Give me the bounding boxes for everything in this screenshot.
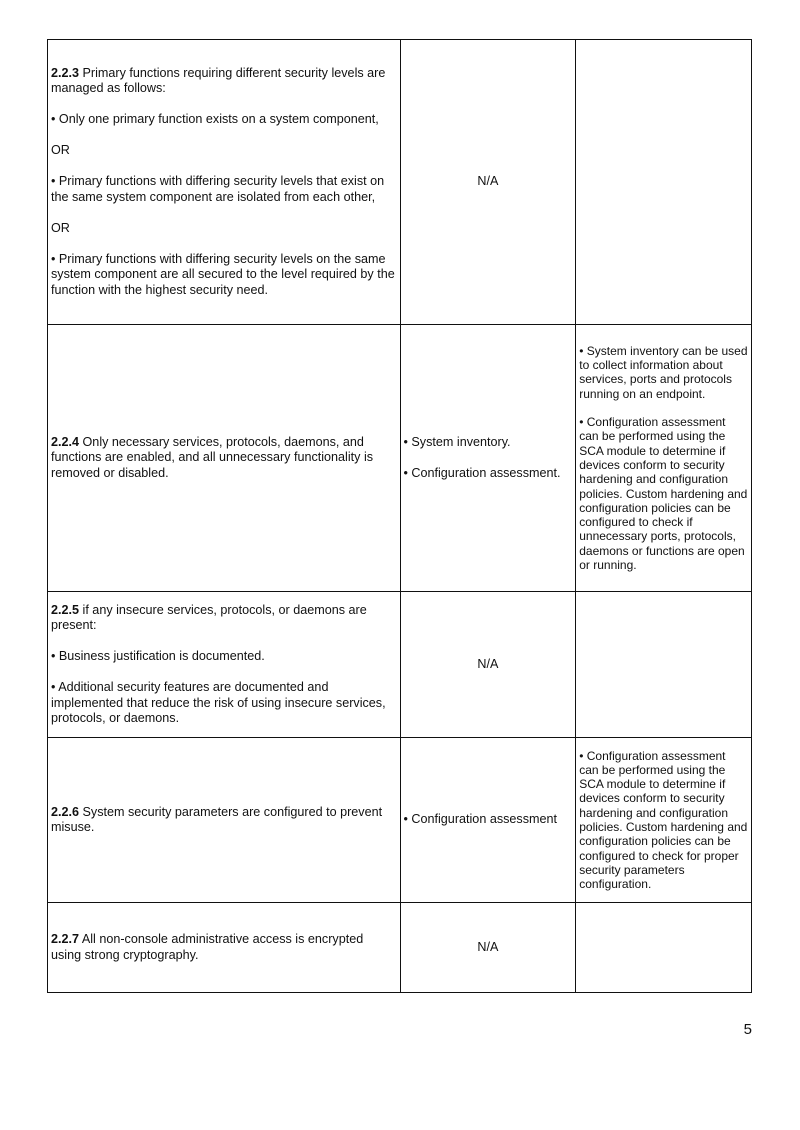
notes-cell bbox=[576, 592, 752, 738]
tool-item: N/A bbox=[477, 656, 499, 671]
requirement-number: 2.2.3 bbox=[51, 65, 80, 80]
requirement-text: if any insecure services, protocols, or daemons are present: bbox=[51, 602, 367, 632]
tool-cell bbox=[400, 903, 576, 993]
requirement-item: OR bbox=[51, 220, 70, 235]
requirement-text: All non-console administrative access is encrypted using strong cryptography. bbox=[51, 932, 364, 962]
requirement-item: • Only one primary function exists on a system component, bbox=[51, 112, 379, 127]
requirement-number: 2.2.7 bbox=[51, 932, 80, 946]
requirement-cell bbox=[48, 592, 401, 738]
tool-item: • System inventory. bbox=[403, 434, 511, 449]
table-row bbox=[48, 40, 752, 325]
requirement-text: Only necessary services, protocols, daemons, and functions are enabled, and all unnecessary functionality is removed or disabled. bbox=[51, 434, 374, 480]
note-item: • Configuration assessment can be performed using the SCA module to determine if devices conform to security hardening and configuration policies. Custom hardening and configuration policies can be configured to check for proper security parameters configuration. bbox=[579, 748, 748, 892]
requirement-text: Primary functions requiring different security levels are managed as follows: bbox=[51, 65, 386, 96]
table-row bbox=[48, 325, 752, 592]
tool-item: • Configuration assessment bbox=[403, 812, 558, 827]
requirement-cell bbox=[48, 903, 401, 993]
requirement-item: • Primary functions with differing security levels on the same system component are all secured to the level required by the function with the highest security need. bbox=[51, 251, 395, 297]
requirement-item: OR bbox=[51, 143, 70, 158]
tool-cell bbox=[400, 325, 576, 592]
note-item: • System inventory can be used to collect information about services, ports and protocols running on an endpoint. bbox=[579, 343, 748, 401]
notes-cell bbox=[576, 40, 752, 325]
notes-cell bbox=[576, 903, 752, 993]
page-number: 5 bbox=[743, 1021, 752, 1038]
requirement-cell bbox=[48, 40, 401, 325]
table-row bbox=[48, 592, 752, 738]
table-row bbox=[48, 903, 752, 993]
requirement-number: 2.2.6 bbox=[51, 804, 80, 819]
note-item: • Configuration assessment can be performed using the SCA module to determine if devices conform to security hardening and configuration policies. Custom hardening and configuration policies can be configured to check if unnecessary ports, protocols, daemons or functions are open or running. bbox=[579, 415, 748, 573]
requirement-cell bbox=[48, 738, 401, 903]
tool-cell bbox=[400, 592, 576, 738]
tool-item: N/A bbox=[477, 939, 499, 954]
requirement-number: 2.2.4 bbox=[51, 434, 80, 449]
requirement-text: System security parameters are configured to prevent misuse. bbox=[51, 804, 383, 834]
requirement-number: 2.2.5 bbox=[51, 602, 80, 617]
tool-cell bbox=[400, 738, 576, 903]
requirement-item: • Additional security features are documented and implemented that reduce the risk of using insecure services, protocols, or daemons. bbox=[51, 680, 386, 725]
requirement-cell bbox=[48, 325, 401, 592]
requirement-item: • Primary functions with differing security levels that exist on the same system component are isolated from each other, bbox=[51, 174, 385, 204]
tool-item: • Configuration assessment. bbox=[403, 465, 561, 480]
requirements-table bbox=[47, 39, 752, 993]
tool-item: N/A bbox=[477, 174, 499, 189]
requirement-item: • Business justification is documented. bbox=[51, 649, 265, 663]
notes-cell bbox=[576, 325, 752, 592]
notes-cell bbox=[576, 738, 752, 903]
table-row bbox=[48, 738, 752, 903]
tool-cell bbox=[400, 40, 576, 325]
